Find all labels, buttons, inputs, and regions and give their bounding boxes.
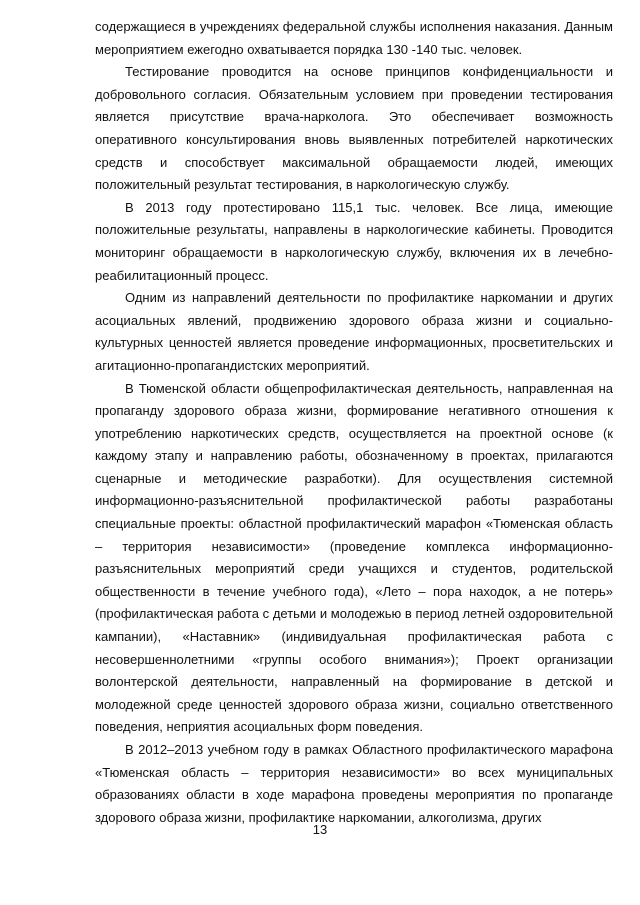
paragraph-marathon-2012-2013: В 2012–2013 учебном году в рамках Областного профилактического марафона «Тюменская область – территория независимости» во всех муниципальных образованиях области в ходе марафона проведены мероприятия по пропаганде здорового образа жизни, профилактике наркомании, алкоголизма, других [95,742,613,825]
paragraph-prevention-directions: Одним из направлений деятельности по профилактике наркомании и других асоциальных явлений, продвижению здорового образа жизни и социально-культурных ценностей является проведение информационных, просветительских и агитационно-пропагандистских мероприятий. [95,290,613,373]
paragraph-testing-principles: Тестирование проводится на основе принципов конфиденциальности и добровольного согласия. Обязательным условием при проведении тестирования является присутствие врача-нарколога. Это обеспечивает возможность оперативного консультирования вновь выявленных потребителей наркотических средств и способствует максимальной обращаемости людей, имеющих положительный результат тестирования, в наркологическую службу. [95,64,613,193]
page-number: 13 [312,822,328,837]
paragraph-testing-2013: В 2013 году протестировано 115,1 тыс. человек. Все лица, имеющие положительные результаты, направлены в наркологические кабинеты. Проводится мониторинг обращаемости в наркологическую службу, включения их в лечебно-реабилитационный процесс. [95,199,613,283]
paragraph-tyumen-projects: В Тюменской области общепрофилактическая деятельность, направленная на пропаганду здорового образа жизни, формирование негативного отношения к употреблению наркотических средств, осуществляется на проектной основе (к каждому этапу и направлению работы, обозначенному в проектах, прилагаются сценарные и методические разработки). Для осуществления системной информационно-разъяснительной профилактической работы разработаны специальные проекты: областной профилактический марафон «Тюменская область – территория независимости» (проведение комплекса информационно-разъяснительных мероприятий среди учащихся и студентов, родительской общественности в течение учебного года), «Лето – пора находок, а не потерь» (профилактическая работа с детьми и молодежью в период летней оздоровительной кампании), «Наставник» (индивидуальная профилактическая работа с несовершеннолетними «группы особого внимания»); Проект организации волонтерской деятельности, направленный на формирование в детской и молодежной среде ценностей здорового образа жизни, социально ответственного поведения, неприятия асоциальных форм поведения. [95,380,613,735]
body-text [95,16,613,829]
paragraph-continuation: содержащиеся в учреждениях федеральной службы исполнения наказания. Данным мероприятием ежегодно охватывается порядка 130 -140 тыс. человек. [95,19,613,57]
